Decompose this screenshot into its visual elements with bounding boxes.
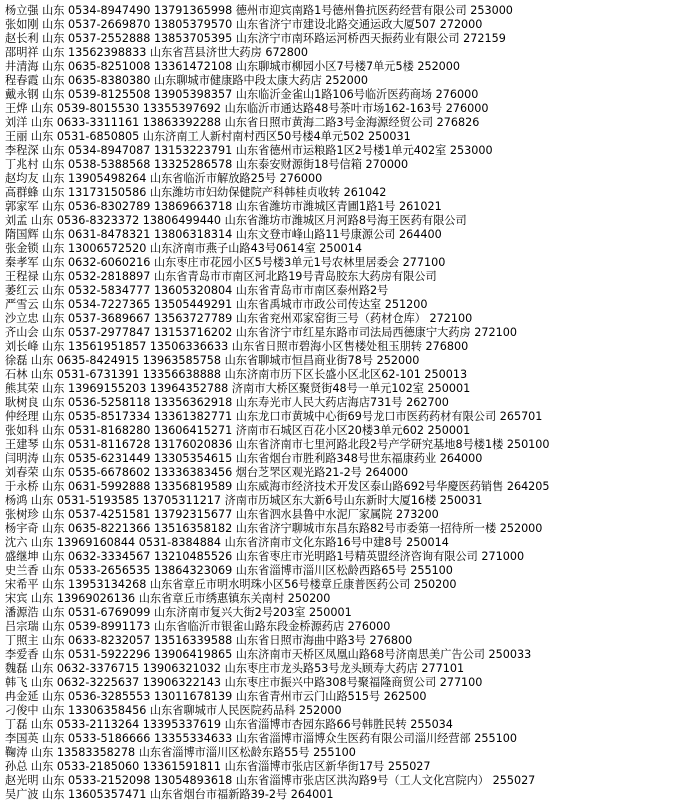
contact-line: 石林 山东 0531-6731391 13356638888 山东济南市历下区长盛小区北区62-101 250013 (5, 368, 468, 381)
contact-line: 闫明涛 山东 0535-6231449 13305354615 山东省烟台市胜利路348号世东福康药业 264000 (5, 452, 483, 465)
contact-line: 张如刚 山东 0537-2669870 13805379570 山东省济宁市建设北路交通运政大厦507 272000 (5, 18, 483, 31)
contact-line: 熊其荣 山东 13969155203 13964352788 济南市大桥区聚贤街48号一单元102室 250001 (5, 382, 471, 395)
contact-line: 戴永钢 山东 0539-8125508 13905398357 山东临沂金雀山1路106号临沂医药商场 276000 (5, 88, 479, 101)
contact-line: 吕宗瑞 山东 0539-8991173 山东省临沂市银雀山路东段金桥源药店 276000 (5, 620, 391, 633)
contact-line: 丁兆村 山东 0538-5388568 13325286578 山东泰安财源街18号信箱 270000 (5, 158, 409, 171)
contact-line: 丁照主 山东 0633-8232057 13516339588 山东省日照市海曲中路3号 276800 (5, 634, 413, 647)
contact-line: 徐磊 山东 0635-8424915 13963585758 山东省聊城市恒昌商业街78号 252000 (5, 354, 420, 367)
contact-line: 秦孝军 山东 0632-6060216 山东枣庄市花园小区5号楼3单元1号农林里居委会 277100 (5, 256, 446, 269)
contact-line: 丁磊 山东 0533-2113264 13395337619 山东省淄博市杏园东路66号韩胜民转 255034 (5, 718, 453, 731)
contact-line: 萎红云 山东 0532-5834777 13605320804 山东省青岛市市南区泰州路2号 (5, 284, 389, 297)
contact-line: 井清海 山东 0635-8251008 13361472108 山东聊城市柳园小区7号楼7单元5楼 252000 (5, 60, 461, 73)
contact-line: 赵光明 山东 0533-2152098 13054893618 山东省淄博市张店区洪沟路9号（工人文化宫院内） 255027 (5, 774, 536, 787)
contact-line: 王烨 山东 0539-8015530 13355397692 山东临沂市通达路48号茶叶市场162-163号 276000 (5, 102, 489, 115)
contact-line: 鞠涛 山东 13583358278 山东省淄博市淄川区松龄东路55号 255100 (5, 746, 356, 759)
contact-line: 高群蜂 山东 13173150586 山东潍坊市妇幼保健院产科韩桂贞收转 261042 (5, 186, 387, 199)
contact-line: 程春霞 山东 0635-8380380 山东聊城市健康路中段太康大药店 252000 (5, 74, 369, 87)
contact-line: 冉金延 山东 0536-3285553 13011678139 山东省青州市云门山路515号 262500 (5, 690, 427, 703)
contact-line: 仲经理 山东 0535-8517334 13361382771 山东龙口市黄城中心街69号龙口市医药药材有限公司 265701 (5, 410, 543, 423)
contact-line: 郭家军 山东 0536-8302789 13869663718 山东省潍坊市潍城区青圃1路1号 261021 (5, 200, 442, 213)
contact-line: 李国英 山东 0533-5186666 13355334633 山东省淄博市淄博众生医药有限公司淄川经营部 255100 (5, 732, 517, 745)
contact-line: 刁俊中 山东 13306358456 山东省聊城市人民医院药品科 252000 (5, 704, 342, 717)
contact-line: 沙立忠 山东 0537-3689667 13563727789 山东省兖州邓家窑街三号（药材仓库） 272100 (5, 312, 473, 325)
contact-line: 邵明祥 山东 13562398833 山东省莒县济世大药房 672800 (5, 46, 309, 59)
contact-line: 李程深 山东 0534-8947087 13153223791 山东省德州市运粮路1区2号楼1单元402室 253000 (5, 144, 493, 157)
contact-line: 潘源浩 山东 0531-6769099 山东济南市复兴大街2号203室 250001 (5, 606, 352, 619)
contact-line: 刘长峰 山东 13561951857 13506336633 山东省日照市碧海小区售楼处租玉朋转 276800 (5, 340, 469, 353)
contact-line: 张金锁 山东 13006572520 山东济南市燕子山路43号0614室 250014 (5, 242, 362, 255)
contact-line: 刘孟 山东 0536-8323372 13806499440 山东省潍坊市潍城区月河路8号海王医药有限公司 (5, 214, 467, 227)
contact-line: 杨鸿 山东 0531-5193585 13705311217 济南市历城区东大新6号山东新时大厦16楼 250031 (5, 494, 483, 507)
contact-line: 宋希平 山东 13953134268 山东省章丘市明水明珠小区56号楼章丘康普医药公司 250200 (5, 578, 457, 591)
contact-line: 李爱香 山东 0531-5922296 13906419865 山东济南市天桥区凤凰山路68号济南思美广告公司 250033 (5, 648, 532, 661)
contact-line: 齐山会 山东 0537-2977847 13153716202 山东省济宁市红星东路市司法局西德康宁大药房 272100 (5, 326, 517, 339)
contact-line: 宋宾 山东 13969026136 山东省章丘市绣惠镇东关南村 250200 (5, 592, 331, 605)
contact-line: 刘春荣 山东 0535-6678602 13336383456 烟台芝罘区观光路21-2号 264000 (5, 466, 409, 479)
contact-line: 赵均友 山东 13905498264 山东省临沂市解放路25号 276000 (5, 172, 323, 185)
contact-line: 吴广波 山东 13605357471 山东省烟台市福新路39-2号 264001 (5, 788, 334, 801)
contact-line: 隋国辉 山东 0631-8478321 13806318314 山东文登市峰山路11号康源公司 264400 (5, 228, 442, 241)
contact-line: 杨立强 山东 0534-8947490 13791365998 德州市迎宾南路1号德州鲁抗医药经营有限公司 253000 (5, 4, 513, 17)
contact-line: 赵长利 山东 0537-2552888 13853705395 山东济宁市南环路运河桥西天振药业有限公司 272159 (5, 32, 506, 45)
contact-line: 王丽 山东 0531-6850805 山东济南工人新村南村西区50号楼4单元502 250031 (5, 130, 411, 143)
contact-line: 史兰香 山东 0533-2656535 13864323069 山东省淄博市淄川区松龄西路65号 255100 (5, 564, 453, 577)
contact-line: 张树珍 山东 0537-4251581 13792315677 山东省泗水县鲁中水泥厂家属院 273200 (5, 508, 439, 521)
contact-line: 魏磊 山东 0632-3376715 13906321032 山东枣庄市龙头路53号龙头顾寿大药店 277101 (5, 662, 465, 675)
contact-line: 王程禄 山东 0532-2818897 山东省青岛市市南区河北路19号青岛胶东大药房有限公司 (5, 270, 437, 283)
contact-line: 韩飞 山东 0632-3225637 13906322143 山东枣庄市振兴中路308号聚福隆商贸公司 277100 (5, 676, 483, 689)
contact-line: 严雪云 山东 0534-7227365 13505449291 山东省禹城市市政公司传达室 251200 (5, 298, 428, 311)
contact-line: 沈六 山东 13969160844 0531-8384884 山东省济南市文化东路16号中建8号 250014 (5, 536, 449, 549)
contact-line: 刘洋 山东 0633-3311161 13863392288 山东省日照市黄海二路3号金海源经贸公司 276826 (5, 116, 480, 129)
contact-line: 盛继坤 山东 0632-3334567 13210485526 山东省枣庄市光明路1号精英盟经济咨询有限公司 271000 (5, 550, 525, 563)
contact-line: 张如科 山东 0531-8168280 13606415271 济南市石城区百花小区20楼3单元602 250001 (5, 424, 471, 437)
contact-line: 杨宇奇 山东 0635-8221366 13516358182 山东省济宁聊城市东昌东路82号市委第一招待所一楼 252000 (5, 522, 543, 535)
contact-line: 王建琴 山东 0531-8116728 13176020836 山东省济南市七里河路北段2号产学研究基地8号楼1楼 250100 (5, 438, 550, 451)
contact-line: 孙总 山东 0533-2185060 13361591811 山东省淄博市张店区新华街17号 255027 (5, 760, 431, 773)
contact-line: 耿树良 山东 0536-5258118 13356362918 山东寿光市人民大药店海店731号 262700 (5, 396, 449, 409)
contact-line: 于永桥 山东 0631-5992888 13356819589 山东威海市经济技术开发区泰山路692号华慶医药销售 264205 (5, 480, 550, 493)
